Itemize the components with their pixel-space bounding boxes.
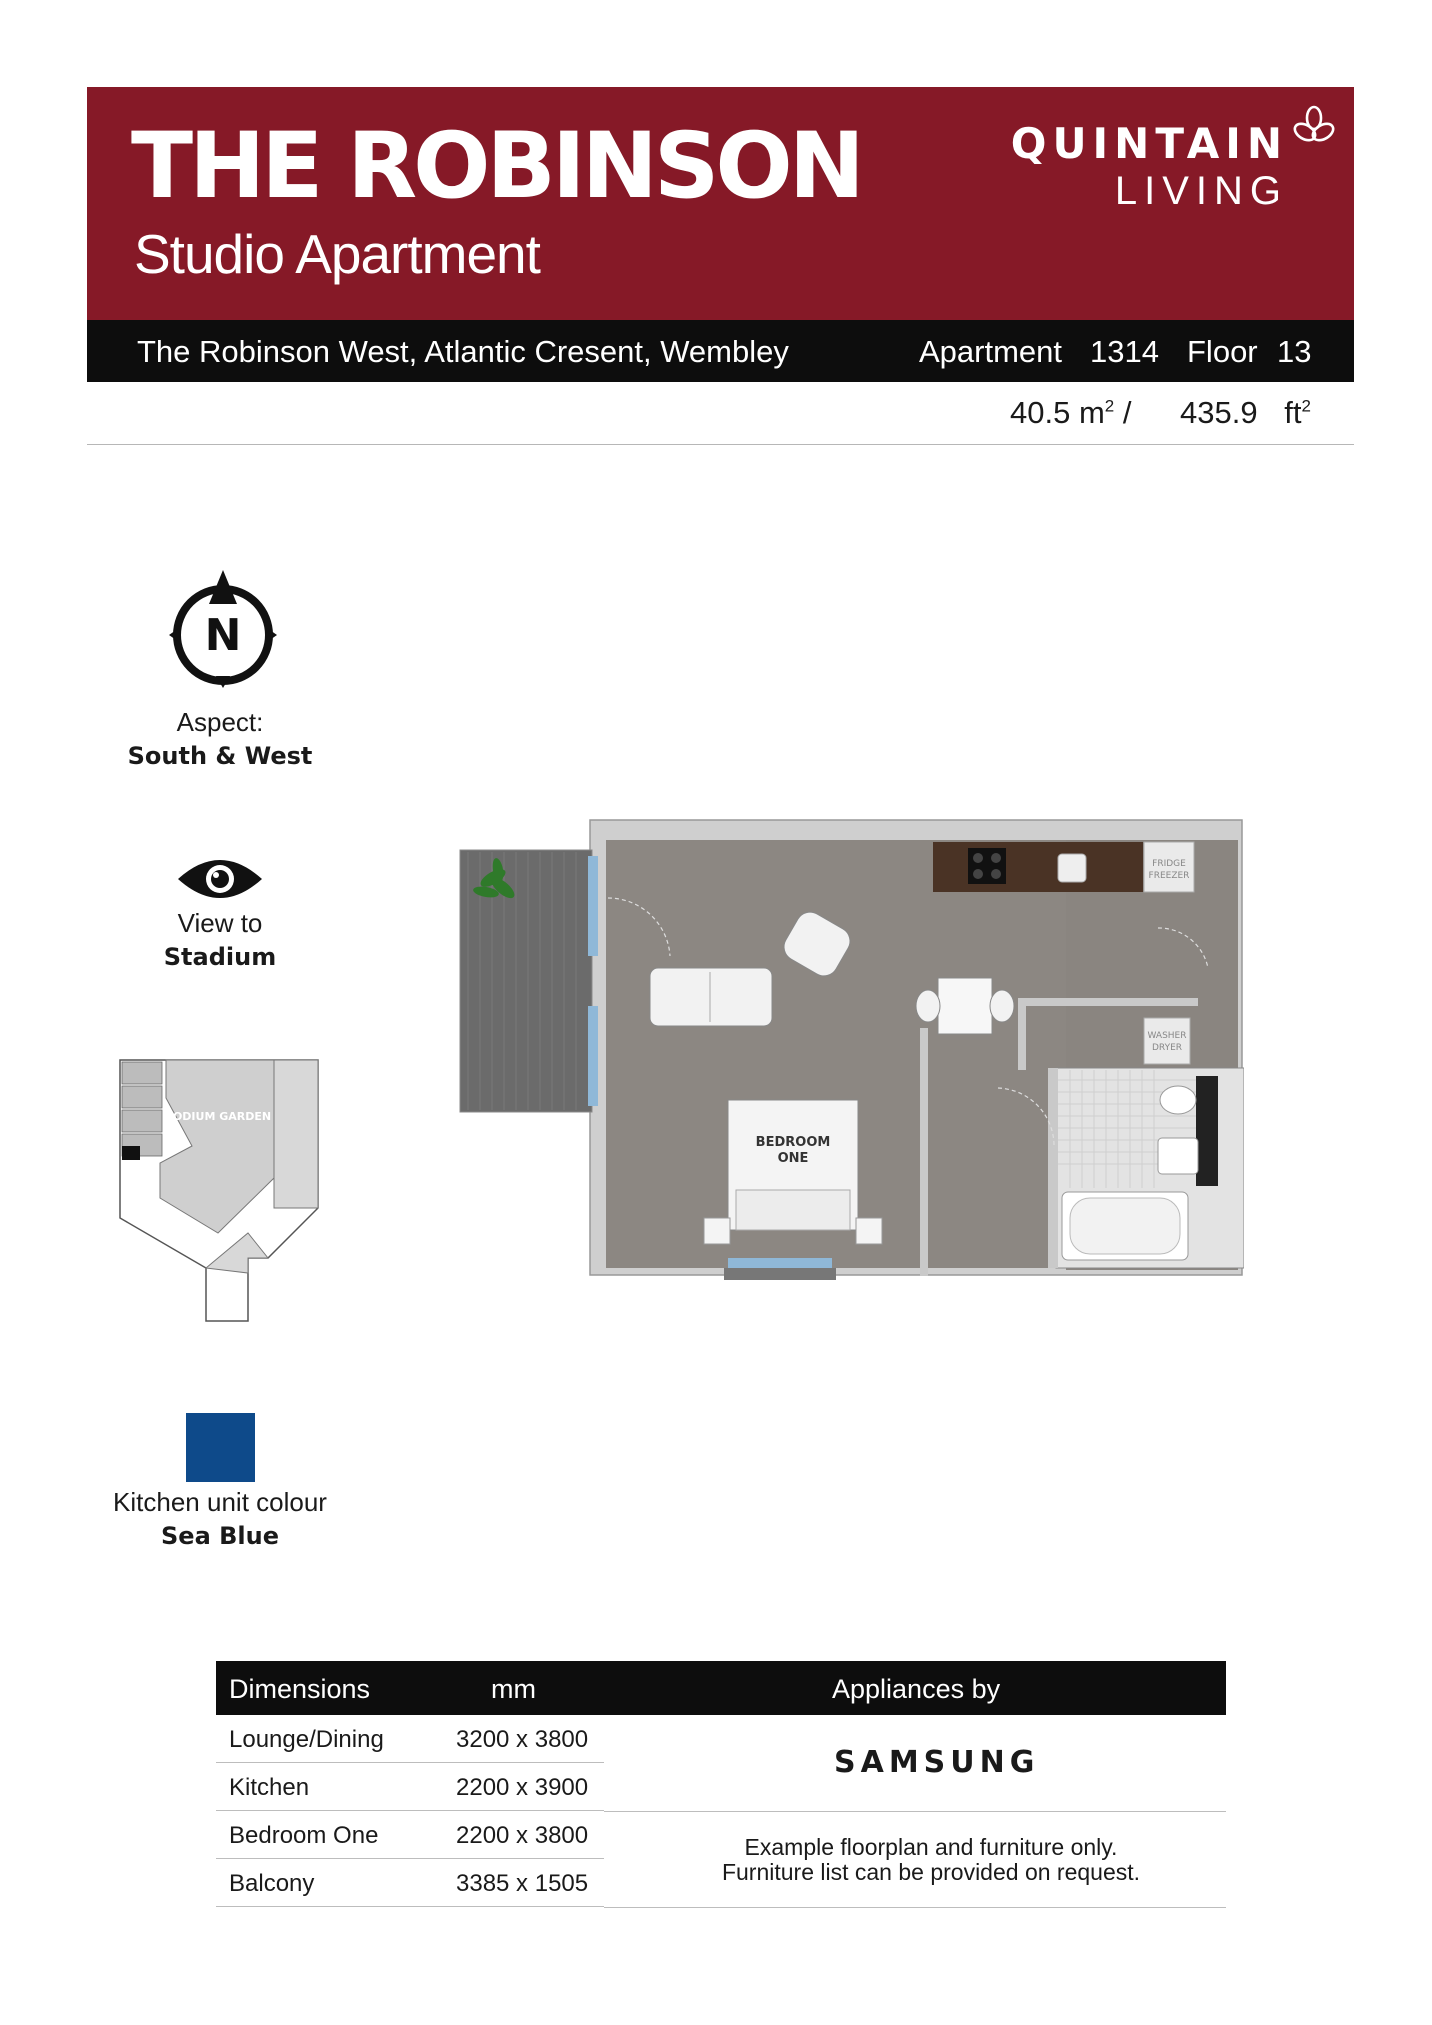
apartment-number: 1314: [1090, 334, 1159, 369]
floor-number: 13: [1277, 334, 1312, 369]
site-plan-label: PODIUM GARDEN: [164, 1110, 272, 1123]
area-m2-unit: m: [1078, 395, 1105, 430]
area-m2-exponent: 2: [1104, 396, 1115, 416]
area-ft2-value: 435.9: [1180, 395, 1258, 430]
eye-icon: [176, 855, 264, 903]
room-name: Lounge/Dining: [229, 1726, 384, 1753]
aspect-label: Aspect:: [176, 707, 264, 737]
site-key-plan: [118, 1058, 323, 1328]
dimensions-header-unit: mm: [491, 1674, 536, 1704]
area-separator: /: [1122, 395, 1132, 430]
disclaimer-line-1: Example floorplan and furniture only.: [744, 1834, 1118, 1860]
address: The Robinson West, Atlantic Cresent, Wembley: [137, 334, 789, 369]
room-size: 2200 x 3900: [456, 1774, 589, 1801]
area-metric: [1010, 395, 1132, 431]
washer-label-2: DRYER: [1151, 1043, 1183, 1053]
room-size: 2200 x 3800: [456, 1822, 589, 1849]
table-row: [216, 1859, 604, 1907]
floor-label: Floor: [1187, 334, 1258, 369]
header-banner: [87, 87, 1354, 320]
divider: [87, 444, 1354, 445]
info-bar: [87, 320, 1354, 382]
divider: [604, 1811, 1226, 1812]
view-label: View to: [177, 908, 263, 938]
fridge-label-1: FRIDGE: [1152, 859, 1186, 869]
area-m2-value: 40.5: [1010, 395, 1071, 430]
bedroom-label-1: BEDROOM: [755, 1135, 831, 1150]
table-row: [216, 1763, 604, 1811]
brand-name: QUINTAIN: [1010, 119, 1288, 168]
disclaimer: [666, 1835, 1196, 1885]
view-value: Stadium: [163, 943, 277, 971]
room-name: Balcony: [229, 1870, 315, 1897]
table-row: [216, 1715, 604, 1763]
fridge-label-2: FREEZER: [1148, 871, 1190, 881]
room-name: Bedroom One: [229, 1822, 379, 1849]
kitchen-colour-value: Sea Blue: [161, 1522, 279, 1550]
disclaimer-line-2: Furniture list can be provided on request.: [721, 1859, 1141, 1885]
area-ft2-exponent: 2: [1301, 396, 1311, 416]
room-name: Kitchen: [229, 1774, 310, 1801]
bedroom-label-2: ONE: [777, 1151, 809, 1166]
room-size: 3385 x 1505: [456, 1870, 589, 1897]
aspect-value: South & West: [127, 742, 313, 770]
table-row: [216, 1811, 604, 1859]
compass-icon: [165, 568, 281, 690]
kitchen-colour-label: Kitchen unit colour: [113, 1487, 327, 1517]
washer-label-1: WASHER: [1147, 1031, 1187, 1041]
dimensions-header-label: Dimensions: [229, 1674, 371, 1704]
room-size: 3200 x 3800: [456, 1726, 589, 1753]
apartment-label: Apartment: [919, 334, 1063, 369]
dimensions-header: [216, 1661, 1226, 1715]
area-ft2-unit: ft: [1284, 395, 1302, 430]
property-title: THE ROBINSON: [131, 114, 861, 219]
kitchen-colour-block: [90, 1486, 350, 1553]
apartment-type: Studio Apartment: [134, 223, 540, 285]
brand-subname: LIVING: [1114, 169, 1288, 213]
view-block: [90, 907, 350, 974]
trefoil-logo-icon: [1292, 105, 1336, 149]
appliance-brand-logo: SAMSUNG: [834, 1745, 1040, 1780]
kitchen-colour-swatch: [186, 1413, 255, 1482]
divider: [604, 1907, 1226, 1908]
compass-letter: N: [204, 610, 242, 661]
area-imperial: [1180, 395, 1311, 431]
appliances-header: Appliances by: [832, 1674, 1001, 1704]
aspect-block: [90, 706, 350, 773]
floorplan: [458, 818, 1244, 1280]
